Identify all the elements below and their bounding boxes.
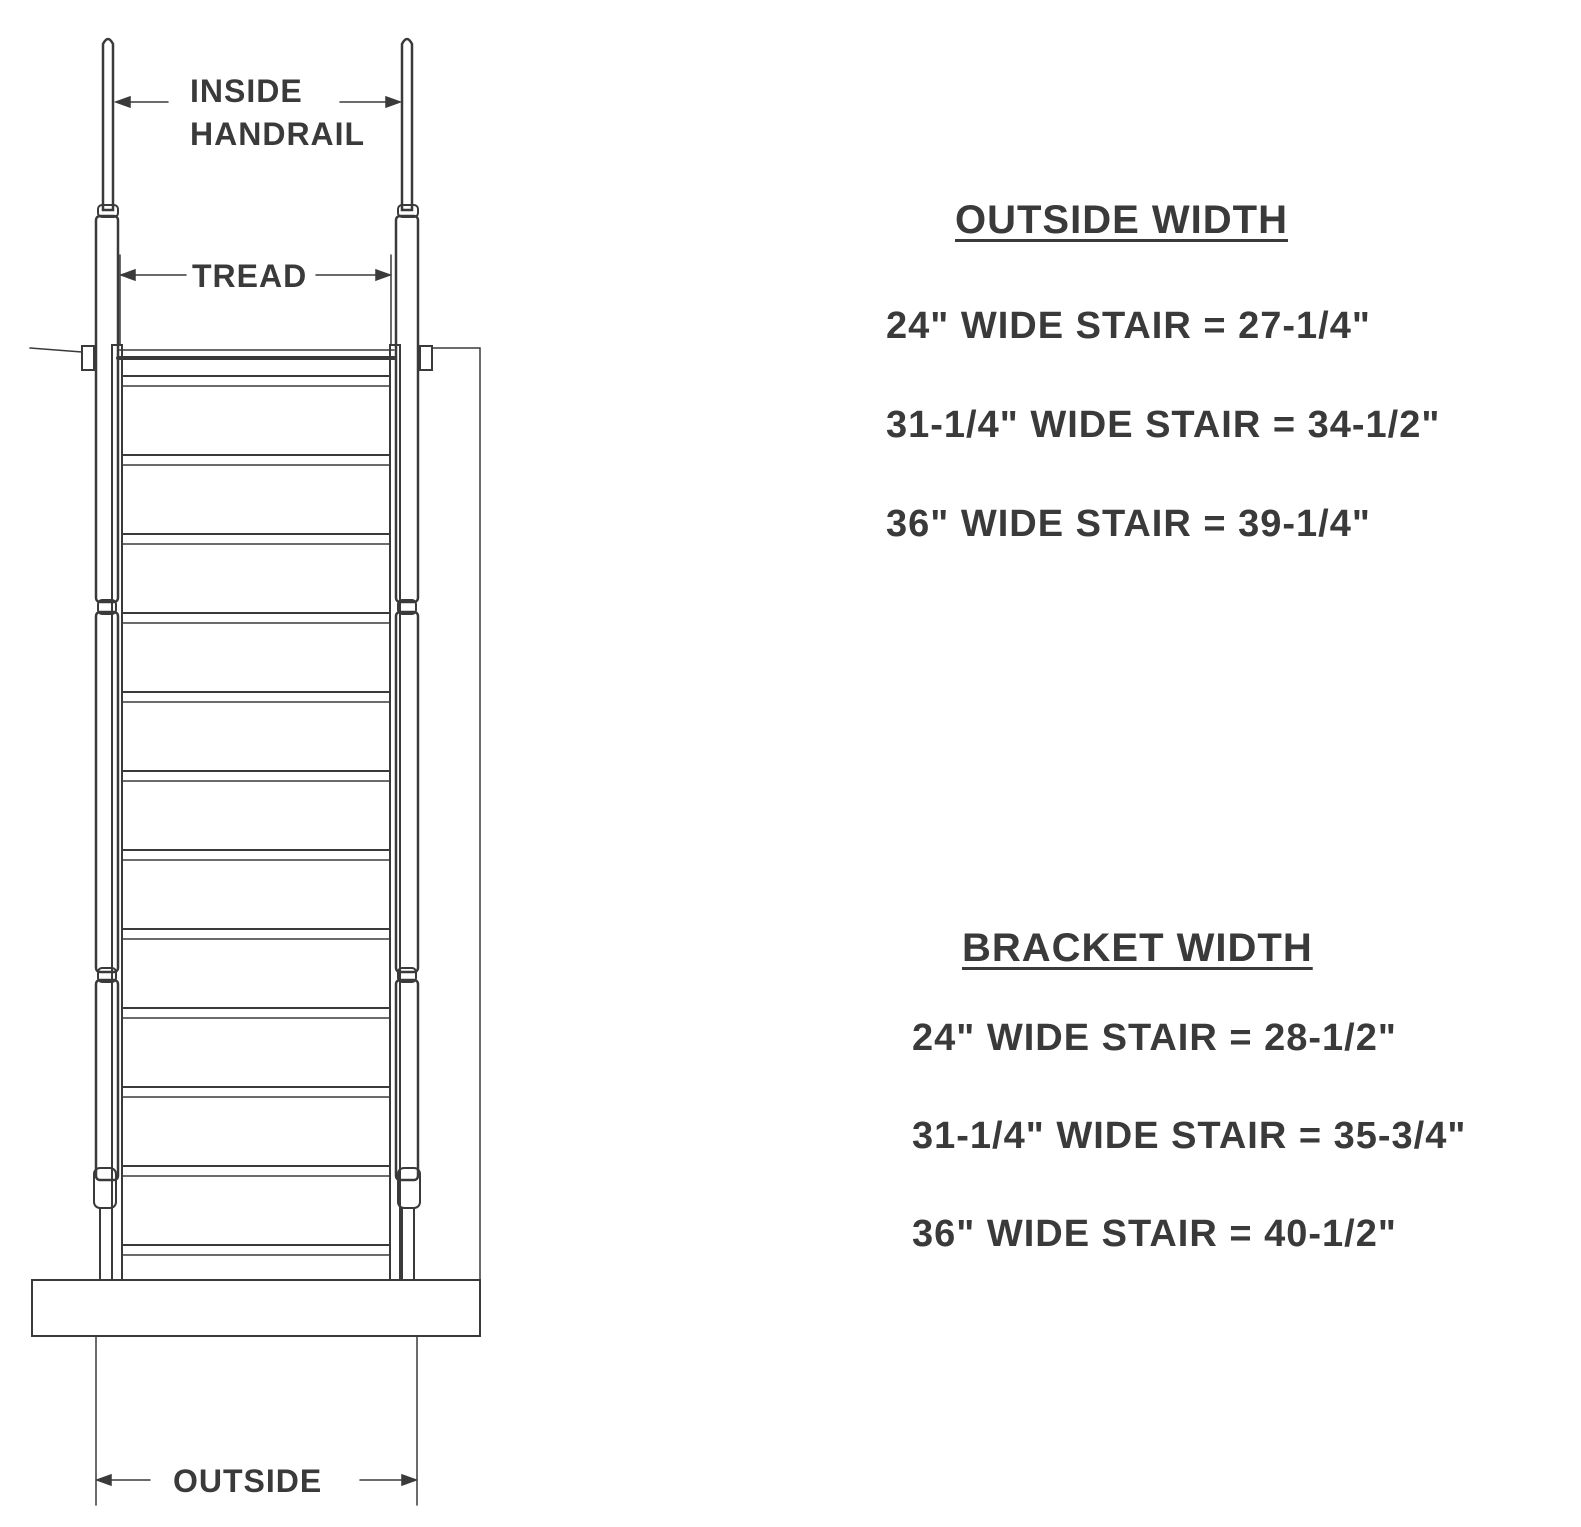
treads bbox=[122, 376, 390, 1255]
bracket-width-row: 36" WIDE STAIR = 40-1/2" bbox=[912, 1213, 1397, 1255]
outside-label: OUTSIDE bbox=[173, 1463, 323, 1499]
tread bbox=[122, 929, 390, 939]
tread bbox=[122, 1166, 390, 1176]
bracket-width-row: 24" WIDE STAIR = 28-1/2" bbox=[912, 1017, 1397, 1059]
outside-width-heading: OUTSIDE WIDTH bbox=[955, 198, 1288, 242]
tread bbox=[122, 376, 390, 386]
tread bbox=[122, 850, 390, 860]
tread bbox=[122, 1245, 390, 1255]
left-handrail bbox=[30, 39, 118, 1280]
tread bbox=[122, 613, 390, 623]
tread bbox=[122, 534, 390, 544]
tread bbox=[122, 1087, 390, 1097]
tread bbox=[122, 771, 390, 781]
tread bbox=[122, 692, 390, 702]
base-slab bbox=[32, 1280, 480, 1336]
outside-width-row: 31-1/4" WIDE STAIR = 34-1/2" bbox=[886, 404, 1441, 446]
tread bbox=[122, 1008, 390, 1018]
inside-label: INSIDE bbox=[190, 73, 303, 109]
bracket-width-row: 31-1/4" WIDE STAIR = 35-3/4" bbox=[912, 1115, 1467, 1157]
outside-width-row: 36" WIDE STAIR = 39-1/4" bbox=[886, 503, 1371, 545]
handrail-label: HANDRAIL bbox=[190, 116, 366, 152]
right-handrail bbox=[396, 39, 480, 1336]
tread bbox=[122, 455, 390, 465]
bracket-width-heading: BRACKET WIDTH bbox=[962, 926, 1313, 970]
tread-label: TREAD bbox=[192, 258, 308, 294]
outside-width-row: 24" WIDE STAIR = 27-1/4" bbox=[886, 305, 1371, 347]
